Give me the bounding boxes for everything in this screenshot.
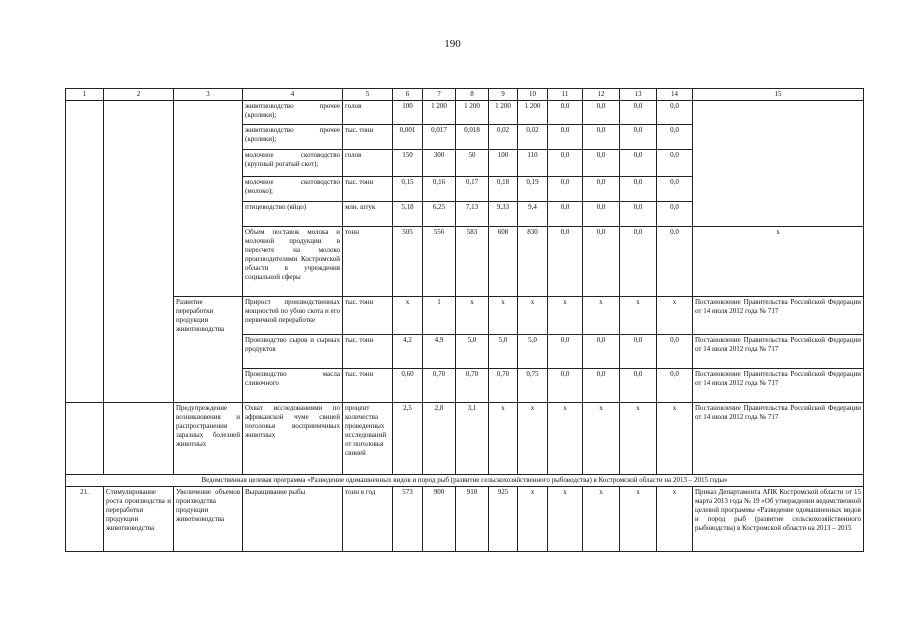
- page-number: 190: [444, 38, 461, 50]
- cell-value: 0,0: [657, 335, 693, 369]
- col-header: 12: [583, 89, 620, 101]
- cell-value: 0,70: [489, 369, 518, 403]
- cell-value: 4,2: [393, 335, 423, 369]
- cell-value: 7,13: [456, 202, 489, 227]
- cell-value: 9,4: [518, 202, 548, 227]
- cell-goal: [104, 403, 174, 475]
- cell-num: [66, 101, 104, 403]
- cell-value: 925: [489, 487, 518, 552]
- cell-value: 0,60: [393, 369, 423, 403]
- cell-value: 0,0: [548, 202, 583, 227]
- cell-value: 0,0: [583, 227, 620, 297]
- cell-value: 608: [489, 227, 518, 297]
- cell-value: 0,0: [583, 202, 620, 227]
- cell-value: 0,0: [620, 101, 657, 125]
- cell-value: 0,0: [620, 369, 657, 403]
- cell-value: 0,0: [620, 202, 657, 227]
- cell-value: 0,0: [548, 335, 583, 369]
- col-header: 8: [456, 89, 489, 101]
- cell-value: 0,18: [489, 177, 518, 202]
- cell-value: 4,9: [423, 335, 456, 369]
- table-row: [66, 101, 864, 125]
- cell-value: 900: [423, 487, 456, 552]
- col-header: 4: [243, 89, 343, 101]
- cell-value: х: [548, 487, 583, 552]
- cell-value: 0,0: [620, 227, 657, 297]
- cell-value: 0,02: [489, 125, 518, 150]
- cell-value: 0,0: [620, 177, 657, 202]
- cell-value: 1: [423, 297, 456, 335]
- cell-value: 5,0: [456, 335, 489, 369]
- cell-unit: тыс. тонн: [343, 335, 393, 369]
- cell-value: 0,017: [423, 125, 456, 150]
- cell-value: 910: [456, 487, 489, 552]
- col-header: 2: [104, 89, 174, 101]
- cell-value: х: [548, 297, 583, 335]
- cell-value: 100: [393, 101, 423, 125]
- cell-value: 0,0: [620, 125, 657, 150]
- cell-value: 9,33: [489, 202, 518, 227]
- cell-value: х: [657, 487, 693, 552]
- cell-value: 0,0: [548, 101, 583, 125]
- cell-indicator: животноводство прочее (кролики);: [243, 125, 343, 150]
- col-header: 10: [518, 89, 548, 101]
- cell-unit: процент количества проведенных исследований от поголовья свиней: [343, 403, 393, 475]
- cell-value: 150: [393, 150, 423, 177]
- cell-unit: тонн в год: [343, 487, 393, 552]
- cell-indicator: Выращивание рыбы: [243, 487, 343, 552]
- cell-basis: Постановление Правительства Российской Федерации от 14 июля 2012 года № 717: [693, 403, 864, 475]
- cell-value: х: [583, 297, 620, 335]
- cell-value: 0,0: [548, 125, 583, 150]
- col-header: 5: [343, 89, 393, 101]
- cell-value: 5,18: [393, 202, 423, 227]
- cell-basis: х: [693, 227, 864, 297]
- cell-value: 0,0: [657, 202, 693, 227]
- cell-value: 0,0: [583, 125, 620, 150]
- cell-value: х: [518, 403, 548, 475]
- cell-value: 0,0: [657, 125, 693, 150]
- cell-value: 505: [393, 227, 423, 297]
- cell-unit: голов: [343, 150, 393, 177]
- cell-unit: тыс. тонн: [343, 125, 393, 150]
- cell-value: 0,02: [518, 125, 548, 150]
- cell-unit: голов: [343, 101, 393, 125]
- col-header: 15: [693, 89, 864, 101]
- cell-indicator: животноводство прочее (кролики);: [243, 101, 343, 125]
- cell-value: 0,0: [583, 177, 620, 202]
- table-row: [66, 487, 864, 552]
- cell-unit: тыс. тонн: [343, 177, 393, 202]
- cell-basis: Постановление Правительства Российской Федерации от 14 июля 2012 года № 717: [693, 297, 864, 335]
- cell-unit: тонн: [343, 227, 393, 297]
- cell-value: 0,0: [548, 150, 583, 177]
- cell-value: 50: [456, 150, 489, 177]
- cell-value: 830: [518, 227, 548, 297]
- cell-value: 2,8: [423, 403, 456, 475]
- cell-value: х: [489, 403, 518, 475]
- cell-value: 0,0: [548, 227, 583, 297]
- cell-direction: Развитие переработки продукции животноводства: [174, 297, 243, 403]
- cell-value: х: [518, 297, 548, 335]
- cell-value: 1 200: [423, 101, 456, 125]
- cell-value: 0,0: [583, 335, 620, 369]
- cell-basis: Приказ Департамента АПК Костромской области от 15 марта 2013 года № 19 «Об утверждении ведомственной целевой программы «Разведение одомашненных видов и пород рыб (развитие сельскохозяйственного рыбоводства) в Костромской области на 2013 – 2015: [693, 487, 864, 552]
- cell-value: х: [583, 487, 620, 552]
- cell-value: 0,70: [423, 369, 456, 403]
- cell-unit: млн. штук: [343, 202, 393, 227]
- cell-value: 583: [456, 227, 489, 297]
- cell-value: х: [620, 487, 657, 552]
- cell-goal: [104, 101, 174, 403]
- cell-indicator: Прирост производственных мощностей по убою скота и его первичной переработке: [243, 297, 343, 335]
- cell-indicator: молочное скотоводство (крупный рогатый скот);: [243, 150, 343, 177]
- cell-value: 0,16: [423, 177, 456, 202]
- cell-value: х: [518, 487, 548, 552]
- cell-indicator: Производство сыров и сырных продуктов: [243, 335, 343, 369]
- cell-value: 0,70: [456, 369, 489, 403]
- cell-value: 6,25: [423, 202, 456, 227]
- program-title: Ведомственная целевая программа «Разведение одомашненных видов и пород рыб (развитие сельскохозяйственного рыбоводства) в Костромской области на 2013 – 2015 годы»: [66, 475, 864, 487]
- cell-value: 0,018: [456, 125, 489, 150]
- cell-value: 5,0: [489, 335, 518, 369]
- cell-value: х: [657, 403, 693, 475]
- col-header: 14: [657, 89, 693, 101]
- cell-value: 0,0: [620, 150, 657, 177]
- cell-value: 0,19: [518, 177, 548, 202]
- cell-value: 0,0: [583, 369, 620, 403]
- cell-value: х: [620, 403, 657, 475]
- col-header: 1: [66, 89, 104, 101]
- cell-value: 0,0: [657, 369, 693, 403]
- cell-value: 3,1: [456, 403, 489, 475]
- cell-indicator: Охват исследованиями по африканской чуме свиней поголовья восприимчивых животных: [243, 403, 343, 475]
- cell-num: [66, 403, 104, 475]
- cell-value: 0,0: [657, 101, 693, 125]
- cell-value: 300: [423, 150, 456, 177]
- cell-indicator: птицеводство (яйцо): [243, 202, 343, 227]
- indicators-table: [65, 88, 864, 552]
- cell-value: 0,17: [456, 177, 489, 202]
- cell-value: 2,5: [393, 403, 423, 475]
- cell-goal: Стимулирование роста производства и переработки продукции животноводства: [104, 487, 174, 552]
- col-header: 13: [620, 89, 657, 101]
- cell-direction: Предупреждение возникновения и распространения заразных болезней животных: [174, 403, 243, 475]
- cell-value: 100: [489, 150, 518, 177]
- cell-value: 0,0: [657, 177, 693, 202]
- cell-value: 5,0: [518, 335, 548, 369]
- header-row: [66, 89, 864, 101]
- cell-value: х: [456, 297, 489, 335]
- table-row: [66, 403, 864, 475]
- col-header: 7: [423, 89, 456, 101]
- cell-value: 0,0: [548, 177, 583, 202]
- cell-indicator: Объем поставок молока и молочной продукции в пересчете на молоко производителями Костромской области в учреждения социальной сферы: [243, 227, 343, 297]
- cell-unit: тыс. тонн: [343, 297, 393, 335]
- cell-num: 21.: [66, 487, 104, 552]
- cell-value: х: [489, 297, 518, 335]
- cell-value: 0,0: [583, 150, 620, 177]
- cell-direction: Увеличение объемов производства продукции животноводства: [174, 487, 243, 552]
- cell-value: х: [583, 403, 620, 475]
- cell-basis: Постановление Правительства Российской Федерации от 14 июля 2012 года № 717: [693, 335, 864, 369]
- cell-value: 0,0: [620, 335, 657, 369]
- cell-indicator: молочное скотоводство (молоко);: [243, 177, 343, 202]
- cell-value: х: [393, 297, 423, 335]
- cell-value: 1 200: [518, 101, 548, 125]
- cell-value: 0,75: [518, 369, 548, 403]
- cell-value: 110: [518, 150, 548, 177]
- cell-value: х: [548, 403, 583, 475]
- col-header: 3: [174, 89, 243, 101]
- section-title-row: [66, 475, 864, 487]
- cell-indicator: Производство масла сливочного: [243, 369, 343, 403]
- cell-basis: [693, 101, 864, 227]
- cell-value: 1 200: [456, 101, 489, 125]
- cell-value: 573: [393, 487, 423, 552]
- cell-value: х: [657, 297, 693, 335]
- cell-value: 556: [423, 227, 456, 297]
- cell-value: 0,0: [548, 369, 583, 403]
- table-row: [66, 297, 864, 335]
- col-header: 9: [489, 89, 518, 101]
- col-header: 11: [548, 89, 583, 101]
- cell-value: 0,15: [393, 177, 423, 202]
- col-header: 6: [393, 89, 423, 101]
- cell-unit: тыс. тонн: [343, 369, 393, 403]
- cell-direction: [174, 101, 243, 297]
- cell-value: х: [620, 297, 657, 335]
- cell-value: 0,0: [657, 227, 693, 297]
- cell-value: 0,0: [583, 101, 620, 125]
- cell-value: 0,0: [657, 150, 693, 177]
- cell-value: 1 200: [489, 101, 518, 125]
- cell-value: 0,001: [393, 125, 423, 150]
- cell-basis: Постановление Правительства Российской Федерации от 14 июля 2012 года № 717: [693, 369, 864, 403]
